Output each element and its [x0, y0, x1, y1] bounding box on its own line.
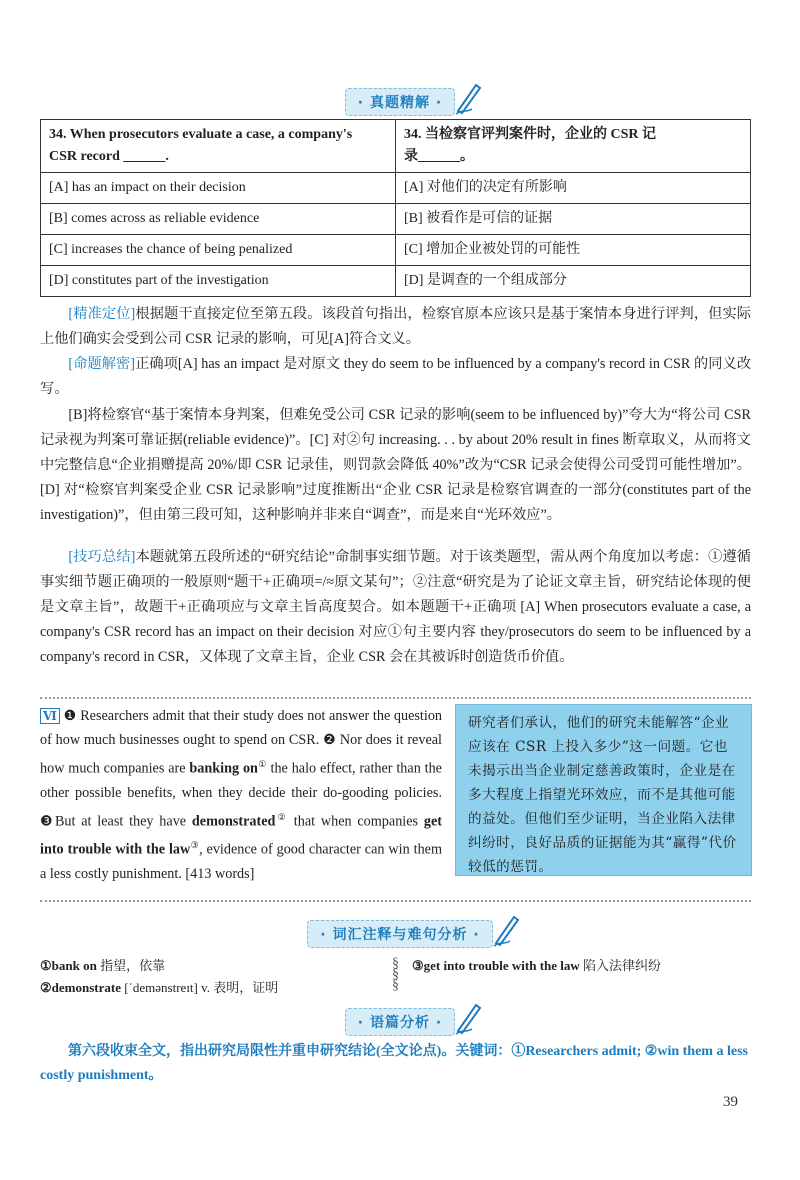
option-row-a: [A] has an impact on their decision [A] 对他们的决定有所影响 — [41, 173, 751, 204]
divider-top — [40, 697, 751, 699]
page-number: 39 — [723, 1094, 738, 1110]
paragraph-positioning: [精准定位]根据题干直接定位至第五段。该段首句指出，检察官原本应该只是基于案情本身进行评判，但实际上他们确实会受到公司 CSR 记录的影响，可见[A]符合文义。 — [40, 306, 751, 347]
vocab-item-demonstrate: ②demonstrate [ˈdemənstreɪt] v. 表明，证明 — [40, 980, 279, 995]
option-row-c: [C] increases the chance of being penalized [C] 增加企业被处罚的可能性 — [41, 235, 751, 266]
paragraph-decoding: [命题解密]正确项[A] has an impact 是对原文 they do seem to be influenced by a company's record in CSR 的同义改写。 — [40, 356, 752, 397]
question-table — [40, 119, 751, 297]
badge-label: · 真题精解 · — [357, 95, 443, 111]
option-row-d: [D] constitutes part of the investigation [D] 是调查的一个组成部分 — [41, 266, 751, 297]
tag-positioning: [精准定位] — [68, 306, 136, 322]
paragraph-technique: [技巧总结]本题就第五段所述的“研究结论”命制事实细节题。对于该类题型，需从两个角度加以考虑：①遵循事实细节题正确项的一般原则“题干+正确项=/≈原文某句”；②注意“研究是为了论证文章主旨，研究结论体现的便是文章主旨”，故题干+正确项应与文章主旨高度契合。如本题题干+正确项 [A] When prosecutors evaluate a case, a company's CSR record has an impact on their decision 对应①句主要内容 they/prosecutors do seem to be influenced by a company's record in CSR，又体现了文章主旨，企业 CSR 会在其被诉时创造货币价值。 — [40, 549, 751, 665]
badge-label: · 词汇注释与难句分析 · — [320, 927, 480, 943]
paragraph-number: Ⅵ — [40, 708, 60, 724]
passage-paragraph: Ⅵ ❶ Researchers admit that their study does not answer the question of how much businesses ought to spend on CSR. ❷ Nor does it reveal how much companies are banking on① the halo effect, rather than the other possible benefits, when they decide their do-gooding policies. ❸But at least they have demonstrated② that when companies get into trouble with the law③, evidence of good character can win them a less costly punishment. [413 words] — [40, 708, 443, 883]
section-badge-analysis — [0, 88, 800, 116]
wave-divider-icon: § § § — [392, 956, 399, 993]
badge-label: · 语篇分析 · — [357, 1015, 443, 1031]
passage-translation: 研究者们承认，他们的研究未能解答“企业应该在 CSR 上投入多少”这一问题。它也未揭示出当企业制定慈善政策时，企业是在多大程度上指望光环效应，而不是其他可能的益处。但他们至少证明，当企业陷入法律纠纷时，良好品质的证据能为其“赢得”代价较低的惩罚。 — [455, 704, 752, 876]
paragraph-distractors: [B]将检察官“基于案情本身判案，但难免受公司 CSR 记录的影响(seem to be influenced by)”夸大为“将公司 CSR 记录视为判案可靠证据(reliable evidence)”。[C] 对②句 increasing. . . by about 20% result in fines 断章取义，从而将文中完整信息“企业捐赠提高 20%/即 CSR 记录佳，则罚款会降低 40%”改为“CSR 记录会使得公司受罚可能性增加”。[D] 对“检察官判案受企业 CSR 记录影响”过度推断出“企业 CSR 记录是检察官调查的一部分(constitutes part of the investigation)”，但由第三段可知，这种影响并非来自“调查”，而是来自“光环效应”。 — [40, 407, 751, 523]
divider-bottom — [40, 900, 751, 902]
pen-icon — [454, 1001, 484, 1035]
chinese-stem: 34. 当检察官评判案件时，企业的 CSR 记 录______。 — [396, 120, 751, 173]
tag-technique: [技巧总结] — [68, 549, 136, 565]
section-badge-vocab — [0, 920, 800, 948]
vocab-item-get-into-trouble: ③get into trouble with the law 陷入法律纠纷 — [412, 958, 662, 973]
section-badge-discourse — [0, 1008, 800, 1036]
pen-icon — [454, 81, 484, 115]
option-row-b: [B] comes across as reliable evidence [B] 被看作是可信的证据 — [41, 204, 751, 235]
english-stem: 34. When prosecutors evaluate a case, a company's CSR record ______. — [41, 120, 396, 173]
discourse-summary: 第六段收束全文，指出研究局限性并重申研究结论(全文论点)。关键词：①Researchers admit; ②win them a less costly punishment。 — [40, 1044, 748, 1083]
vocab-item-bank-on: ①bank on 指望，依靠 — [40, 958, 166, 973]
tag-decoding: [命题解密] — [68, 356, 136, 372]
pen-icon — [492, 913, 522, 947]
